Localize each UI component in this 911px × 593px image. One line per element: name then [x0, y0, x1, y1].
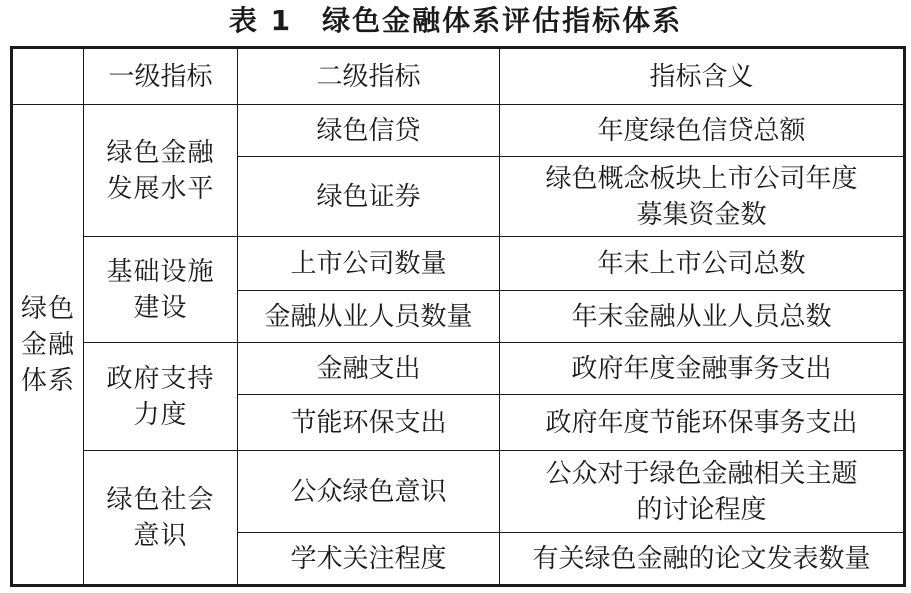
level1-line: 发展水平 — [106, 173, 215, 204]
meaning-cell — [500, 343, 905, 395]
level1-line: 基础设施 — [106, 256, 215, 287]
header-meaning: 指标含义 — [500, 48, 905, 105]
table-row — [12, 105, 905, 157]
meaning-cell — [500, 451, 905, 533]
system-name-cell — [12, 105, 84, 586]
system-name-line: 绿色 — [20, 293, 75, 324]
header-level2: 二级指标 — [238, 48, 500, 105]
level2-cell: 绿色信贷 — [238, 105, 500, 157]
level1-cell — [84, 343, 238, 451]
table-row — [12, 237, 905, 291]
meaning-line: 有关绿色金融的论文发表数量 — [532, 543, 871, 574]
level2-cell: 上市公司数量 — [238, 237, 500, 291]
level1-line: 绿色金融 — [106, 137, 215, 168]
meaning-line: 政府年度金融事务支出 — [571, 353, 832, 384]
level2-cell: 金融支出 — [238, 343, 500, 395]
system-name-line: 金融 — [20, 329, 75, 360]
level2-cell: 公众绿色意识 — [238, 451, 500, 533]
level1-cell — [84, 451, 238, 586]
meaning-cell — [500, 533, 905, 586]
meaning-cell — [500, 105, 905, 157]
header-level1: 一级指标 — [84, 48, 238, 105]
table-header-row — [12, 48, 905, 105]
level1-line: 建设 — [133, 292, 188, 323]
level1-line: 政府支持 — [106, 363, 215, 394]
table-row — [12, 343, 905, 395]
level2-cell: 金融从业人员数量 — [238, 291, 500, 343]
level1-line: 力度 — [133, 399, 188, 430]
meaning-line: 绿色概念板块上市公司年度 — [545, 163, 858, 194]
meaning-cell — [500, 157, 905, 237]
level1-cell — [84, 237, 238, 343]
meaning-line: 年末上市公司总数 — [597, 248, 806, 279]
meaning-line: 公众对于绿色金融相关主题 — [545, 458, 858, 489]
meaning-line: 政府年度节能环保事务支出 — [545, 407, 858, 438]
meaning-line: 募集资金数 — [636, 199, 767, 230]
table-row — [12, 451, 905, 533]
meaning-line: 年末金融从业人员总数 — [571, 301, 832, 332]
level2-cell: 学术关注程度 — [238, 533, 500, 586]
meaning-cell — [500, 237, 905, 291]
level1-line: 意识 — [133, 520, 188, 551]
meaning-line: 的讨论程度 — [636, 494, 767, 525]
level1-cell — [84, 105, 238, 237]
level2-cell: 节能环保支出 — [238, 395, 500, 451]
system-name-line: 体系 — [20, 365, 75, 396]
meaning-cell — [500, 395, 905, 451]
meaning-cell — [500, 291, 905, 343]
header-corner-cell — [12, 48, 84, 105]
level1-line: 绿色社会 — [106, 484, 215, 515]
level2-cell: 绿色证券 — [238, 157, 500, 237]
table-caption: 表 1 绿色金融体系评估指标体系 — [228, 4, 683, 37]
meaning-line: 年度绿色信贷总额 — [597, 115, 806, 146]
indicator-table — [10, 46, 906, 587]
